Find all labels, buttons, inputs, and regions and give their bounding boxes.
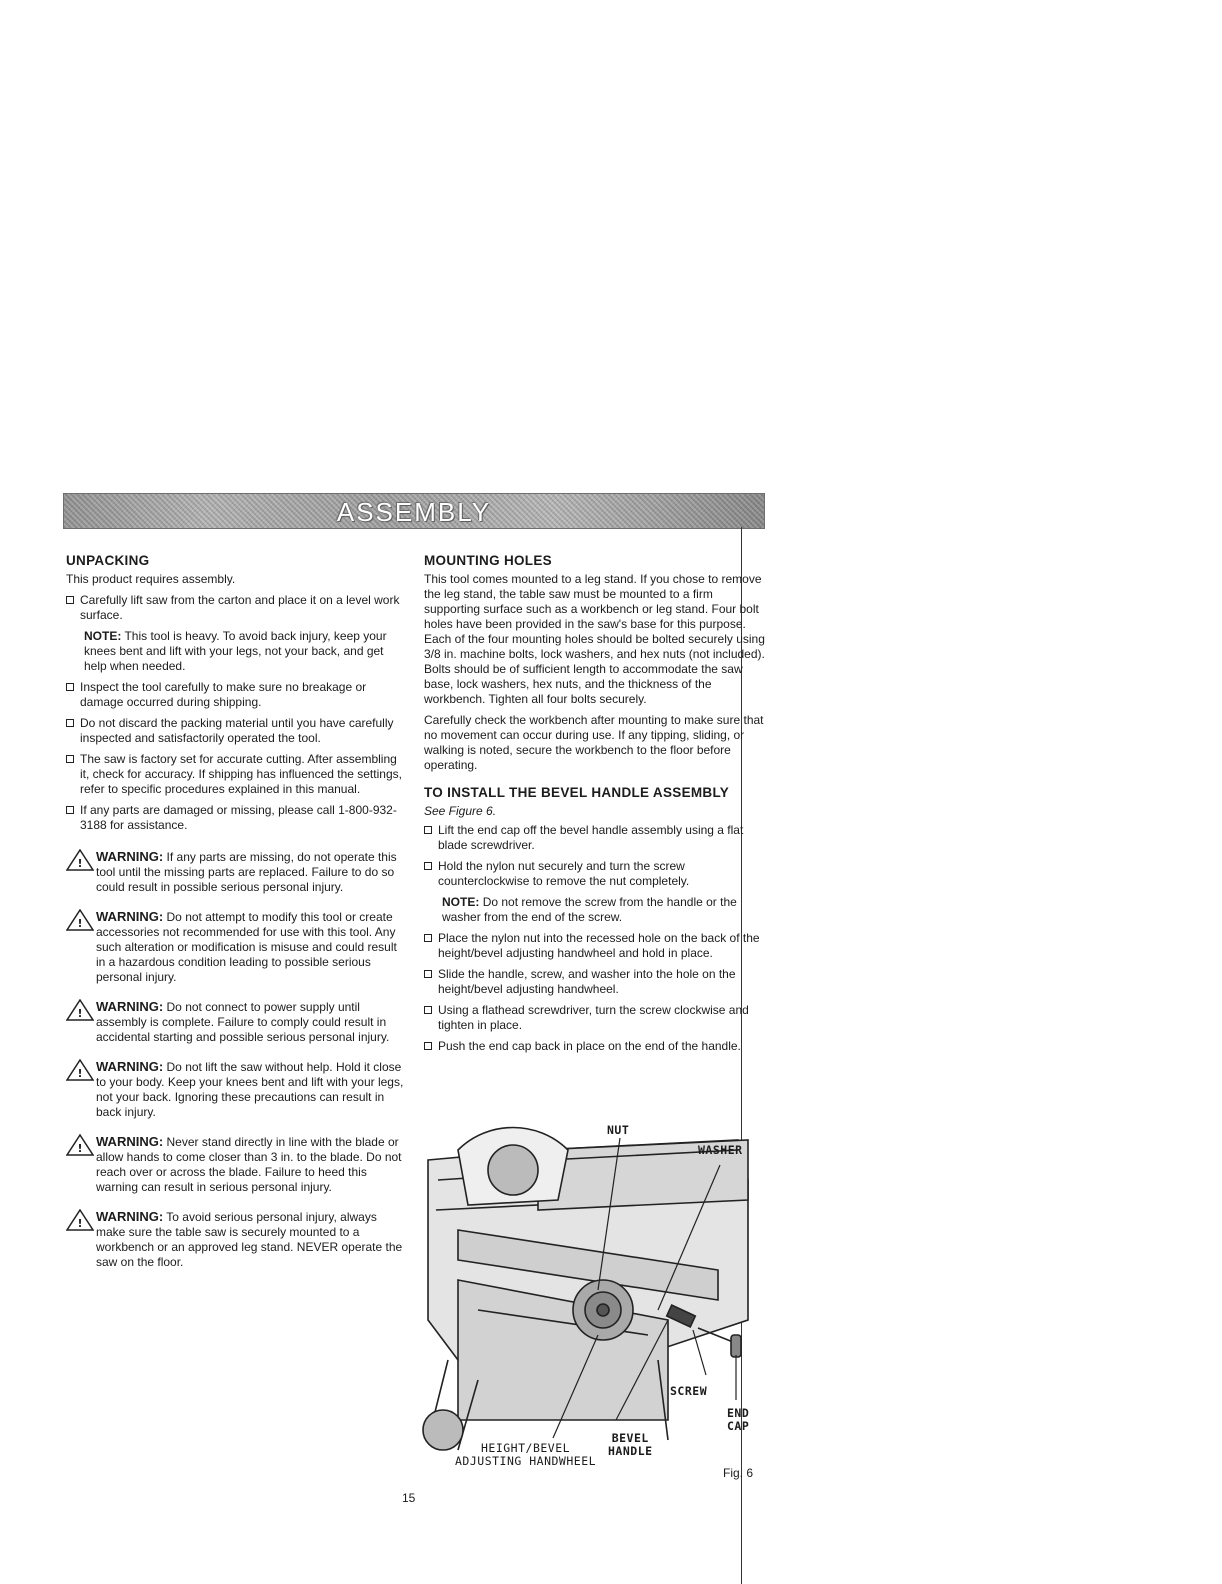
list-item: Do not discard the packing material until you have carefully inspected and satisfactorily operated the tool. [66, 716, 406, 746]
list-item: Inspect the tool carefully to make sure no breakage or damage occurred during shipping. [66, 680, 406, 710]
svg-text:!: ! [77, 1217, 83, 1230]
warning-triangle-icon [66, 849, 94, 871]
warning-triangle-icon [66, 909, 94, 931]
page-number: 15 [402, 1491, 416, 1505]
list-item: The saw is factory set for accurate cutting. After assembling it, check for accuracy. If shipping has influenced the settings, refer to specific procedures explained in this manual. [66, 752, 406, 797]
left-column [66, 553, 406, 1284]
warning-block: ! WARNING: Do not attempt to modify this tool or create accessories not recommended for use with this tool. Any such alteration or modification is misuse and could result in a hazardous condition leading to possible serious personal injury. [66, 909, 406, 985]
list-item: Lift the end cap off the bevel handle assembly using a flat blade screwdriver. [424, 823, 769, 853]
checkbox-bullet-icon [66, 683, 74, 691]
warning-block: ! WARNING: To avoid serious personal injury, always make sure the table saw is securely mounted to a workbench or an approved leg stand. NEVER operate the saw on the floor. [66, 1209, 406, 1270]
svg-text:!: ! [77, 857, 83, 870]
list-item: Using a flathead screwdriver, turn the screw clockwise and tighten in place. [424, 1003, 769, 1033]
checkbox-bullet-icon [66, 596, 74, 604]
label-bevel-handle: BEVEL HANDLE [608, 1431, 653, 1458]
list-item: Carefully lift saw from the carton and place it on a level work surface. [66, 593, 406, 623]
mounting-paragraph: Carefully check the workbench after mounting to make sure that no movement can occur during use. If any tipping, sliding, or walking is noted, secure the workbench to the floor before operating. [424, 713, 764, 772]
see-figure-ref: See Figure 6. [424, 804, 497, 818]
checkbox-bullet-icon [66, 755, 74, 763]
label-end-cap: END CAP [727, 1406, 750, 1433]
label-nut: NUT [607, 1123, 630, 1137]
unpacking-heading: UNPACKING [66, 553, 150, 568]
banner-title: ASSEMBLY [336, 497, 492, 527]
figure-caption: Fig. 6 [723, 1466, 754, 1480]
checkbox-bullet-icon [424, 1006, 432, 1014]
screw-note: NOTE: Do not remove the screw from the handle or the washer from the end of the screw. [442, 895, 737, 924]
list-item: Push the end cap back in place on the end of the handle. [424, 1039, 769, 1054]
right-column [424, 553, 769, 1060]
list-item: Place the nylon nut into the recessed hole on the back of the height/bevel adjusting handwheel and hold in place. [424, 931, 769, 961]
label-screw: SCREW [670, 1384, 708, 1398]
checkbox-bullet-icon [424, 862, 432, 870]
warning-triangle-icon [66, 1209, 94, 1231]
list-item: Slide the handle, screw, and washer into the hole on the height/bevel adjusting handwheel. [424, 967, 769, 997]
checkbox-bullet-icon [424, 826, 432, 834]
warning-block: ! WARNING: Do not lift the saw without help. Hold it close to your body. Keep your knees bent and lift with your legs, not your back. Ignoring these precautions can result in back injury. [66, 1059, 406, 1120]
warning-triangle-icon [66, 1059, 94, 1081]
figure-6 [418, 1120, 768, 1480]
checkbox-bullet-icon [424, 970, 432, 978]
warning-triangle-icon [66, 1134, 94, 1156]
svg-text:!: ! [77, 917, 83, 930]
mounting-heading: MOUNTING HOLES [424, 553, 552, 568]
checkbox-bullet-icon [424, 934, 432, 942]
checkbox-bullet-icon [66, 806, 74, 814]
section-banner [63, 493, 765, 529]
checkbox-bullet-icon [66, 719, 74, 727]
table-saw-illustration [418, 1120, 768, 1480]
svg-text:!: ! [77, 1142, 83, 1155]
warning-block: ! WARNING: Do not connect to power supply until assembly is complete. Failure to comply could result in accidental starting and possible serious personal injury. [66, 999, 406, 1045]
unpacking-intro: This product requires assembly. [66, 572, 236, 586]
checkbox-bullet-icon [424, 1042, 432, 1050]
list-item: Hold the nylon nut securely and turn the screw counterclockwise to remove the nut completely. [424, 859, 769, 889]
warning-triangle-icon [66, 999, 94, 1021]
warning-block: ! WARNING: If any parts are missing, do not operate this tool until the missing parts are replaced. Failure to do so could result in possible serious personal injury. [66, 849, 406, 895]
warning-block: ! WARNING: Never stand directly in line with the blade or allow hands to come closer than 3 in. to the blade. Do not reach over or across the blade. Failure to heed this warning can result in serious personal injury. [66, 1134, 406, 1195]
mounting-paragraph: This tool comes mounted to a leg stand. If you chose to remove the leg stand, the table saw must be mounted to a firm supporting surface such as a workbench or leg stand. Four bolt holes have been provided in the saw's base for this purpose. Each of the four mounting holes should be bolted securely using 3/8 in. machine bolts, lock washers, and hex nuts (not included). Bolts should be of sufficient length to accommodate the saw base, lock washers, hex nuts, and the thickness of the workbench. Tighten all four bolts securely. [424, 572, 765, 706]
list-item: If any parts are damaged or missing, please call 1-800-932-3188 for assistance. [66, 803, 406, 833]
label-handwheel: HEIGHT/BEVEL ADJUSTING HANDWHEEL [455, 1441, 597, 1468]
bevel-heading: TO INSTALL THE BEVEL HANDLE ASSEMBLY [424, 785, 730, 800]
label-washer: WASHER [698, 1143, 743, 1157]
svg-text:!: ! [77, 1067, 83, 1080]
heavy-tool-note: NOTE: This tool is heavy. To avoid back injury, keep your knees bent and lift with your legs, not your back, and get help when needed. [84, 629, 387, 673]
svg-text:!: ! [77, 1007, 83, 1020]
